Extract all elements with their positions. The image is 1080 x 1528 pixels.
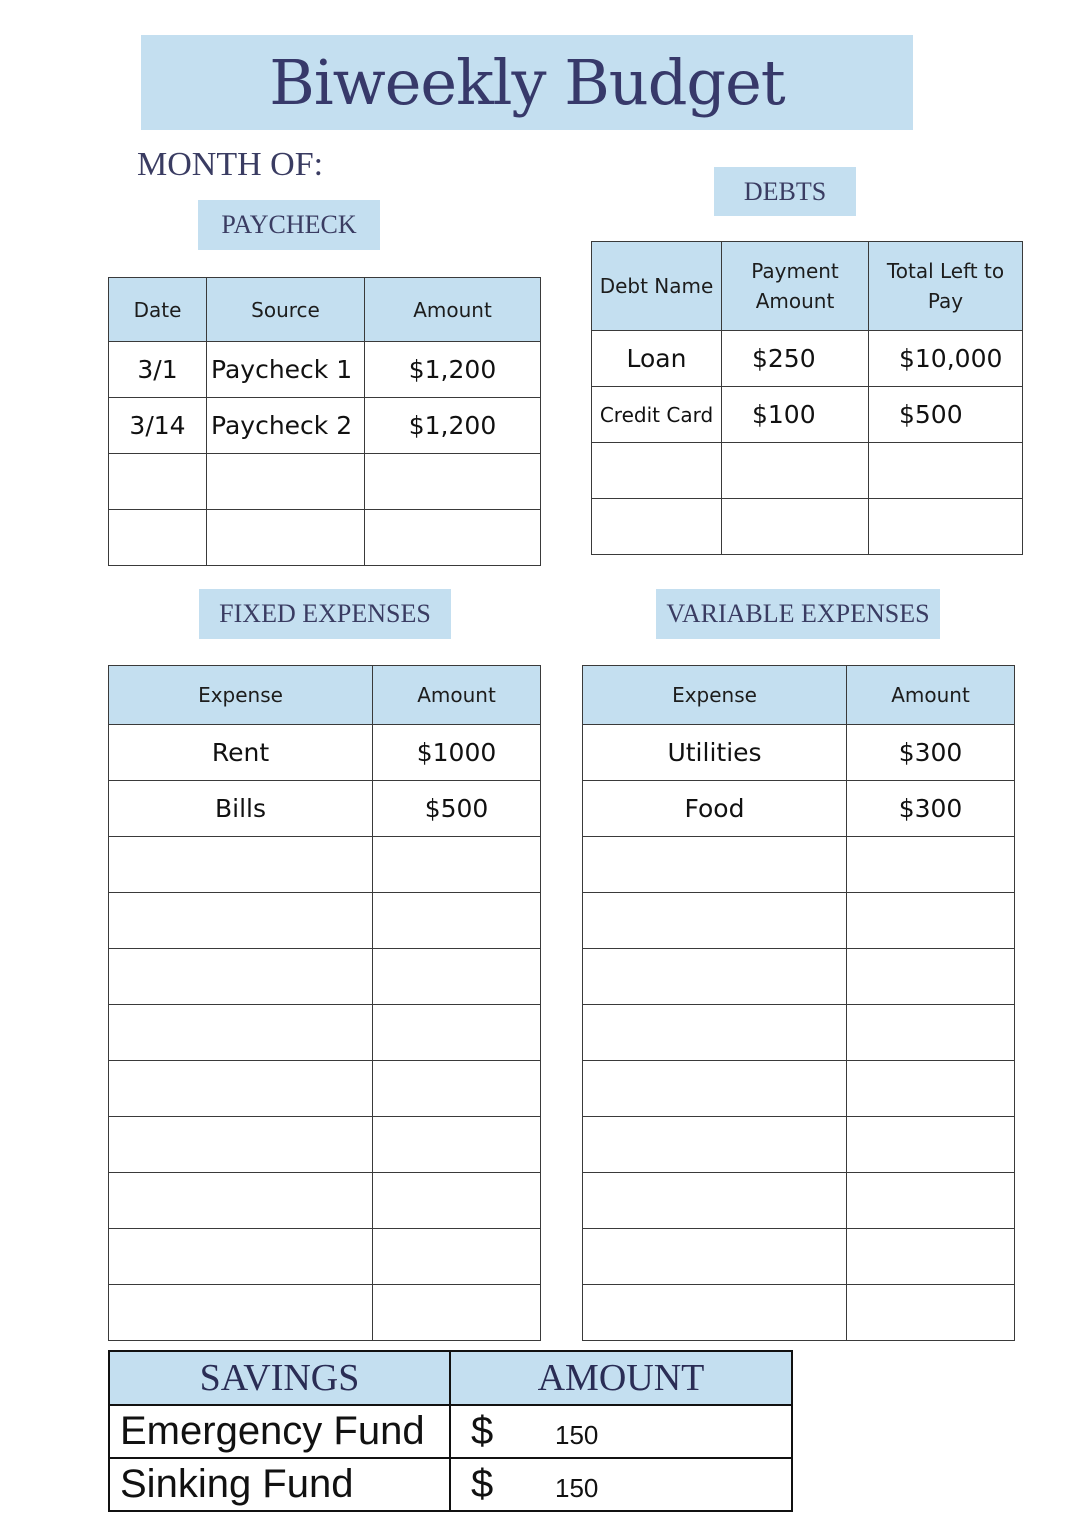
- variable-expenses-row: [583, 1173, 1015, 1229]
- fixed-expenses-header-row: [109, 666, 541, 725]
- variable-expenses-cell[interactable]: $300: [847, 781, 1015, 837]
- paycheck-column-header: Amount: [365, 278, 541, 342]
- savings-amount-cell: [450, 1405, 792, 1458]
- debts-cell[interactable]: $250: [722, 331, 869, 387]
- variable-expenses-column-header: Amount: [847, 666, 1015, 725]
- variable-expenses-cell[interactable]: [847, 949, 1015, 1005]
- savings-amount-cell: [450, 1458, 792, 1511]
- variable-expenses-row: [583, 725, 1015, 781]
- variable-expenses-row: [583, 949, 1015, 1005]
- paycheck-cell[interactable]: [207, 454, 365, 510]
- currency-symbol: $: [471, 1409, 494, 1453]
- fixed-expenses-cell[interactable]: [373, 837, 541, 893]
- fixed-expenses-cell[interactable]: [109, 949, 373, 1005]
- fixed-expenses-cell[interactable]: [373, 893, 541, 949]
- fixed-expenses-cell[interactable]: Rent: [109, 725, 373, 781]
- debts-table-body: [592, 331, 1023, 555]
- debts-cell[interactable]: $500: [869, 387, 1023, 443]
- debts-table: [591, 241, 1023, 555]
- variable-expenses-cell[interactable]: [847, 1117, 1015, 1173]
- debts-cell[interactable]: [722, 443, 869, 499]
- fixed-expenses-row: [109, 1285, 541, 1341]
- variable-expenses-cell[interactable]: [583, 1285, 847, 1341]
- fixed-expenses-cell[interactable]: [109, 1285, 373, 1341]
- savings-name-cell: Sinking Fund: [109, 1458, 450, 1511]
- fixed-expenses-row: [109, 837, 541, 893]
- debts-cell[interactable]: $100: [722, 387, 869, 443]
- variable-expenses-cell[interactable]: [847, 837, 1015, 893]
- variable-expenses-row: [583, 837, 1015, 893]
- paycheck-header-row: [109, 278, 541, 342]
- debts-section-label: DEBTS: [714, 167, 856, 216]
- variable-expenses-cell[interactable]: [583, 1117, 847, 1173]
- fixed-expenses-cell[interactable]: [109, 1117, 373, 1173]
- variable-expenses-header-row: [583, 666, 1015, 725]
- page-title: Biweekly Budget: [269, 46, 785, 119]
- savings-name-cell: Emergency Fund: [109, 1405, 450, 1458]
- variable-expenses-cell[interactable]: [583, 837, 847, 893]
- fixed-expenses-cell[interactable]: [373, 1173, 541, 1229]
- variable-expenses-table-head: [583, 666, 1015, 725]
- variable-expenses-cell[interactable]: $300: [847, 725, 1015, 781]
- amount-header-label: AMOUNT: [450, 1351, 792, 1405]
- variable-expenses-row: [583, 893, 1015, 949]
- debts-cell[interactable]: [592, 499, 722, 555]
- debts-header-row: [592, 242, 1023, 331]
- variable-expenses-column-header: Expense: [583, 666, 847, 725]
- savings-header-label: SAVINGS: [109, 1351, 450, 1405]
- paycheck-cell[interactable]: Paycheck 1: [207, 342, 365, 398]
- paycheck-cell[interactable]: [207, 510, 365, 566]
- debts-cell[interactable]: Credit Card: [592, 387, 722, 443]
- fixed-expenses-table-head: [109, 666, 541, 725]
- fixed-expenses-cell[interactable]: $500: [373, 781, 541, 837]
- savings-row: [109, 1405, 792, 1458]
- debts-row: [592, 443, 1023, 499]
- paycheck-cell[interactable]: [109, 510, 207, 566]
- variable-expenses-table-body: [583, 725, 1015, 1341]
- paycheck-table-body: [109, 342, 541, 566]
- variable-expenses-row: [583, 781, 1015, 837]
- debts-cell[interactable]: [592, 443, 722, 499]
- fixed-expenses-row: [109, 1229, 541, 1285]
- paycheck-table: [108, 277, 541, 566]
- variable-expenses-row: [583, 1005, 1015, 1061]
- paycheck-cell[interactable]: [365, 454, 541, 510]
- fixed-expenses-row: [109, 1117, 541, 1173]
- debts-column-header: Total Left to Pay: [869, 242, 1023, 331]
- variable-expenses-cell[interactable]: Food: [583, 781, 847, 837]
- variable-expenses-cell[interactable]: [583, 893, 847, 949]
- paycheck-row: [109, 454, 541, 510]
- title-banner: [141, 35, 913, 130]
- debts-column-header: Payment Amount: [722, 242, 869, 331]
- paycheck-cell[interactable]: $1,200: [365, 342, 541, 398]
- variable-expenses-cell[interactable]: Utilities: [583, 725, 847, 781]
- fixed-expenses-row: [109, 949, 541, 1005]
- savings-amount: 150: [555, 1473, 599, 1503]
- paycheck-table-head: [109, 278, 541, 342]
- fixed-expenses-cell[interactable]: [109, 837, 373, 893]
- currency-symbol: $: [471, 1462, 494, 1506]
- paycheck-cell[interactable]: Paycheck 2: [207, 398, 365, 454]
- fixed-expenses-column-header: Amount: [373, 666, 541, 725]
- fixed-expenses-cell[interactable]: [373, 1117, 541, 1173]
- paycheck-cell[interactable]: [365, 510, 541, 566]
- fixed-expenses-cell[interactable]: [373, 949, 541, 1005]
- variable-expenses-cell[interactable]: [583, 1005, 847, 1061]
- debts-column-header: Debt Name: [592, 242, 722, 331]
- variable-expenses-row: [583, 1229, 1015, 1285]
- paycheck-cell[interactable]: 3/14: [109, 398, 207, 454]
- fixed-expenses-row: [109, 725, 541, 781]
- debts-cell[interactable]: [869, 499, 1023, 555]
- variable-expenses-section-label: VARIABLE EXPENSES: [656, 589, 940, 639]
- debts-cell[interactable]: $10,000: [869, 331, 1023, 387]
- fixed-expenses-cell[interactable]: [109, 1005, 373, 1061]
- fixed-expenses-table-body: [109, 725, 541, 1341]
- debts-row: [592, 331, 1023, 387]
- savings-row: [109, 1458, 792, 1511]
- fixed-expenses-cell[interactable]: [373, 1229, 541, 1285]
- fixed-expenses-cell[interactable]: [109, 1061, 373, 1117]
- savings-table-body: [109, 1351, 792, 1511]
- fixed-expenses-cell[interactable]: [373, 1285, 541, 1341]
- variable-expenses-cell[interactable]: [583, 1229, 847, 1285]
- variable-expenses-cell[interactable]: [847, 1173, 1015, 1229]
- variable-expenses-cell[interactable]: [847, 1285, 1015, 1341]
- savings-header-row: [109, 1351, 792, 1405]
- paycheck-row: [109, 510, 541, 566]
- fixed-expenses-row: [109, 893, 541, 949]
- debts-cell[interactable]: [869, 443, 1023, 499]
- fixed-expenses-row: [109, 1061, 541, 1117]
- variable-expenses-row: [583, 1061, 1015, 1117]
- fixed-expenses-cell[interactable]: [109, 893, 373, 949]
- variable-expenses-cell[interactable]: [847, 1005, 1015, 1061]
- paycheck-row: [109, 398, 541, 454]
- fixed-expenses-cell[interactable]: $1000: [373, 725, 541, 781]
- fixed-expenses-cell[interactable]: [109, 1173, 373, 1229]
- variable-expenses-table: [582, 665, 1015, 1341]
- debts-row: [592, 499, 1023, 555]
- fixed-expenses-row: [109, 1005, 541, 1061]
- paycheck-section-label: PAYCHECK: [198, 200, 380, 250]
- debts-cell[interactable]: Loan: [592, 331, 722, 387]
- fixed-expenses-row: [109, 781, 541, 837]
- paycheck-cell[interactable]: $1,200: [365, 398, 541, 454]
- variable-expenses-cell[interactable]: [847, 1061, 1015, 1117]
- paycheck-cell[interactable]: [109, 454, 207, 510]
- variable-expenses-cell[interactable]: [847, 893, 1015, 949]
- paycheck-column-header: Source: [207, 278, 365, 342]
- variable-expenses-cell[interactable]: [583, 1173, 847, 1229]
- variable-expenses-cell[interactable]: [847, 1229, 1015, 1285]
- fixed-expenses-cell[interactable]: [373, 1005, 541, 1061]
- variable-expenses-cell[interactable]: [583, 949, 847, 1005]
- fixed-expenses-cell[interactable]: Bills: [109, 781, 373, 837]
- debts-row: [592, 387, 1023, 443]
- variable-expenses-cell[interactable]: [583, 1061, 847, 1117]
- savings-amount: 150: [555, 1420, 599, 1450]
- variable-expenses-row: [583, 1117, 1015, 1173]
- variable-expenses-row: [583, 1285, 1015, 1341]
- fixed-expenses-column-header: Expense: [109, 666, 373, 725]
- paycheck-row: [109, 342, 541, 398]
- fixed-expenses-section-label: FIXED EXPENSES: [199, 589, 451, 639]
- fixed-expenses-cell[interactable]: [373, 1061, 541, 1117]
- debts-cell[interactable]: [722, 499, 869, 555]
- fixed-expenses-table: [108, 665, 541, 1341]
- paycheck-cell[interactable]: 3/1: [109, 342, 207, 398]
- paycheck-column-header: Date: [109, 278, 207, 342]
- debts-table-head: [592, 242, 1023, 331]
- fixed-expenses-row: [109, 1173, 541, 1229]
- fixed-expenses-cell[interactable]: [109, 1229, 373, 1285]
- month-of-label: MONTH OF:: [137, 146, 324, 183]
- savings-table: [108, 1350, 793, 1512]
